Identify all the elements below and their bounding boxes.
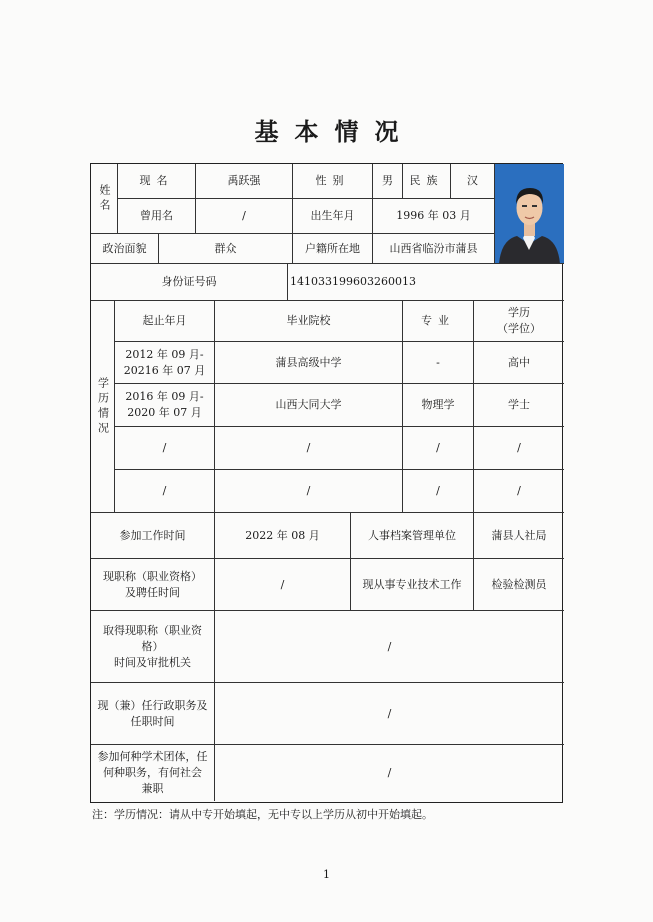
current-name-value: 禹跃强 bbox=[196, 164, 293, 199]
political-label: 政治面貌 bbox=[91, 234, 159, 264]
work-start-label: 参加工作时间 bbox=[91, 513, 215, 559]
portrait-image bbox=[495, 164, 564, 264]
gender-label: 性别 bbox=[293, 164, 373, 199]
household-label: 户籍所在地 bbox=[293, 234, 373, 264]
admin-position-label: 现（兼）任行政职务及 任职时间 bbox=[91, 683, 215, 745]
edu-row-2-degree: 学士 bbox=[474, 384, 564, 427]
edu-row-3-degree: / bbox=[474, 427, 564, 470]
id-value: 141033199603260013 bbox=[288, 264, 564, 301]
ethnicity-label: 民族 bbox=[403, 164, 451, 199]
edu-row-3-major: / bbox=[403, 427, 474, 470]
tech-work-value: 检验检测员 bbox=[474, 559, 564, 611]
page-number: 1 bbox=[323, 868, 330, 881]
birth-label: 出生年月 bbox=[293, 199, 373, 234]
former-name-label: 曾用名 bbox=[118, 199, 196, 234]
edu-header-degree: 学历 （学位） bbox=[474, 301, 564, 342]
title-obtained-label: 取得现职称（职业资格） 时间及审批机关 bbox=[91, 611, 215, 683]
gender-value: 男 bbox=[373, 164, 403, 199]
academic-society-label: 参加何种学术团体，任 何种职务，有何社会 兼职 bbox=[91, 745, 215, 801]
edu-row-2-school: 山西大同大学 bbox=[215, 384, 403, 427]
edu-header-school: 毕业院校 bbox=[215, 301, 403, 342]
edu-row-3-period: / bbox=[115, 427, 215, 470]
edu-row-1-degree: 高中 bbox=[474, 342, 564, 384]
ethnicity-value: 汉 bbox=[451, 164, 495, 199]
edu-row-4-period: / bbox=[115, 470, 215, 513]
edu-row-1-period: 2012 年 09 月- 20216 年 07 月 bbox=[115, 342, 215, 384]
edu-row-4-school: / bbox=[215, 470, 403, 513]
basic-info-form bbox=[90, 163, 563, 803]
edu-row-2-major: 物理学 bbox=[403, 384, 474, 427]
former-name-value: / bbox=[196, 199, 293, 234]
household-value: 山西省临汾市蒲县 bbox=[373, 234, 495, 264]
political-value: 群众 bbox=[159, 234, 293, 264]
name-group-label: 姓名 bbox=[91, 164, 118, 234]
page-title: 基本情况 bbox=[254, 117, 415, 146]
current-name-label: 现名 bbox=[118, 164, 196, 199]
edu-header-period: 起止年月 bbox=[115, 301, 215, 342]
edu-row-1-major: - bbox=[403, 342, 474, 384]
tech-work-label: 现从事专业技术工作 bbox=[351, 559, 474, 611]
admin-position-value: / bbox=[215, 683, 564, 745]
archive-unit-label: 人事档案管理单位 bbox=[351, 513, 474, 559]
title-obtained-value: / bbox=[215, 611, 564, 683]
birth-value: 1996 年 03 月 bbox=[373, 199, 495, 234]
education-section-label: 学历情况 bbox=[91, 301, 115, 513]
professional-title-value: / bbox=[215, 559, 351, 611]
work-start-value: 2022 年 08 月 bbox=[215, 513, 351, 559]
edu-row-4-major: / bbox=[403, 470, 474, 513]
edu-row-4-degree: / bbox=[474, 470, 564, 513]
professional-title-label: 现职称（职业资格） 及聘任时间 bbox=[91, 559, 215, 611]
id-label: 身份证号码 bbox=[91, 264, 288, 301]
edu-row-2-period: 2016 年 09 月- 2020 年 07 月 bbox=[115, 384, 215, 427]
edu-row-3-school: / bbox=[215, 427, 403, 470]
person-photo bbox=[495, 164, 564, 264]
archive-unit-value: 蒲县人社局 bbox=[474, 513, 564, 559]
academic-society-value: / bbox=[387, 766, 392, 779]
edu-header-major: 专业 bbox=[403, 301, 474, 342]
edu-row-1-school: 蒲县高级中学 bbox=[215, 342, 403, 384]
footnote: 注：学历情况：请从中专开始填起，无中专以上学历从初中开始填起。 bbox=[92, 808, 433, 821]
